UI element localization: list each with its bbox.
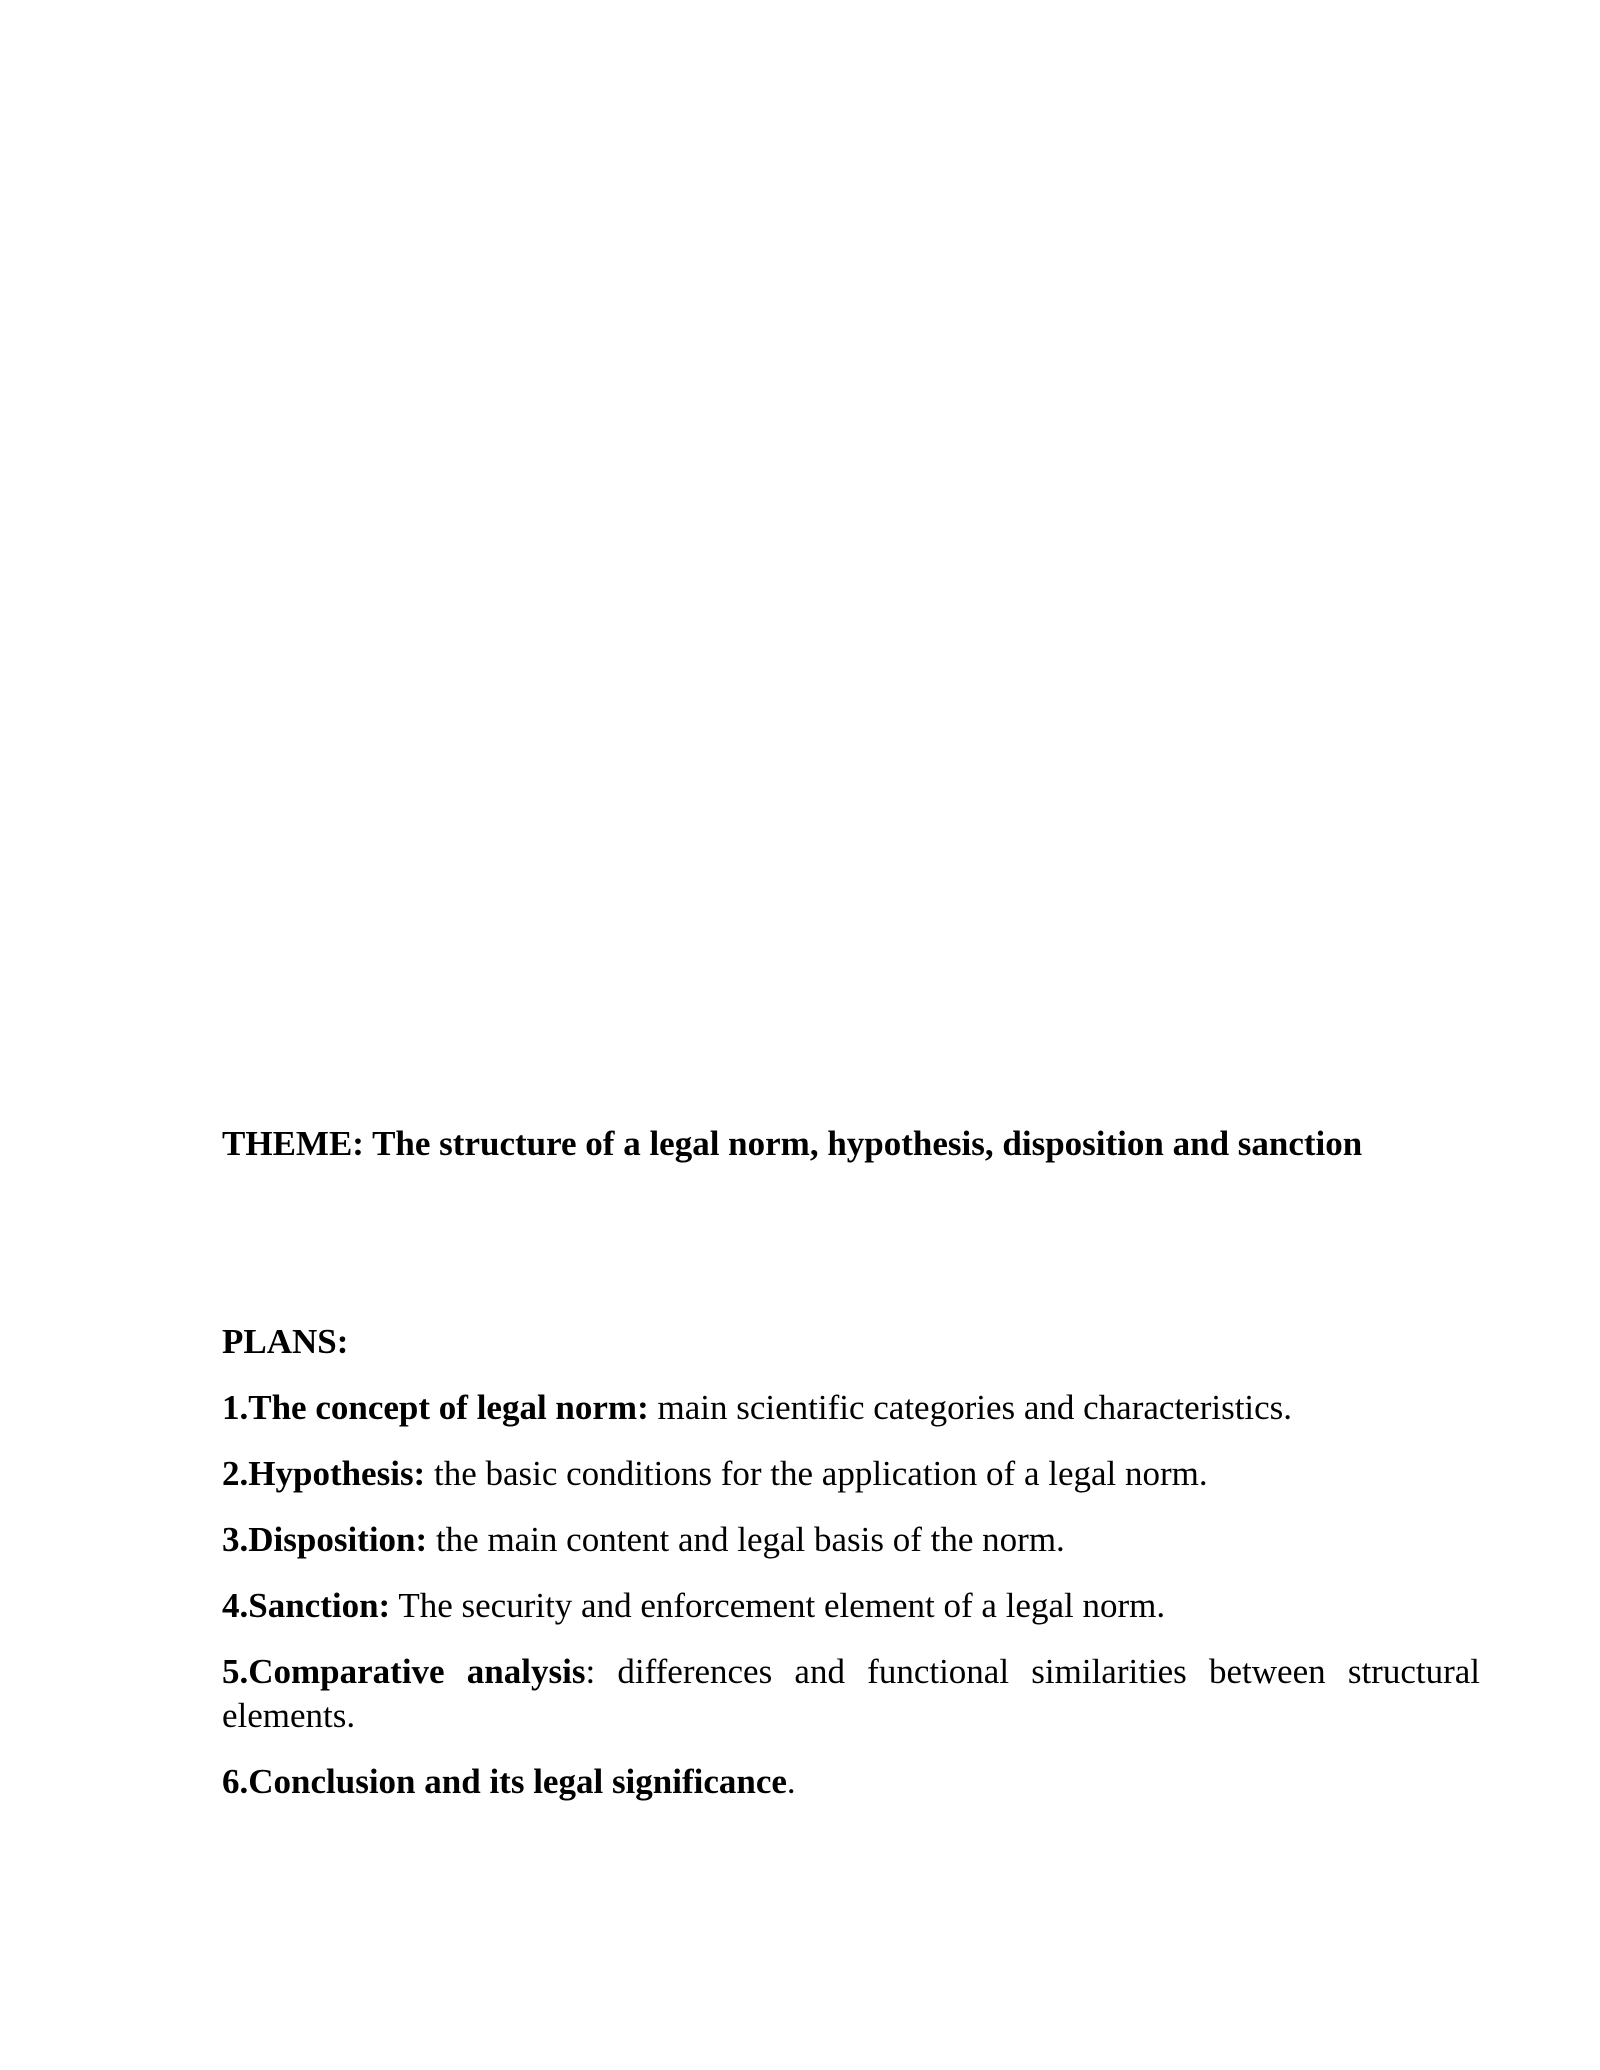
theme-line <box>222 1122 1480 1166</box>
theme-label: THEME: <box>222 1124 364 1163</box>
plan-item-5 <box>222 1650 1480 1738</box>
plan-item-description: . <box>786 1762 796 1801</box>
plan-item-description: the main content and legal basis of the norm. <box>427 1520 1065 1559</box>
plans-heading: PLANS: <box>222 1322 349 1361</box>
plan-item-title: 2.Hypothesis: <box>222 1454 426 1493</box>
plans-list <box>222 1386 1480 1804</box>
theme-title: The structure of a legal norm, hypothesis, disposition and sanction <box>372 1124 1363 1163</box>
plan-item-description: : differences and functional similarities between structural elements. <box>222 1652 1480 1735</box>
document-content <box>222 1122 1480 1804</box>
plan-item-description: main scientific categories and characteristics. <box>648 1388 1293 1427</box>
plan-item-description: The security and enforcement element of a legal norm. <box>390 1586 1166 1625</box>
plan-item-title: 3.Disposition: <box>222 1520 428 1559</box>
plan-item-title: 6.Conclusion and its legal significance <box>222 1762 787 1801</box>
plan-item-title: 1.The concept of legal norm: <box>222 1388 649 1427</box>
plan-item-4 <box>222 1584 1480 1628</box>
plan-item-title: 4.Sanction: <box>222 1586 391 1625</box>
plan-item-description: the basic conditions for the application of a legal norm. <box>425 1454 1208 1493</box>
plan-item-6 <box>222 1760 1480 1804</box>
plan-item-2 <box>222 1452 1480 1496</box>
plan-item-3 <box>222 1518 1480 1562</box>
plan-item-1 <box>222 1386 1480 1430</box>
plan-item-title: 5.Comparative analysis <box>222 1652 586 1691</box>
